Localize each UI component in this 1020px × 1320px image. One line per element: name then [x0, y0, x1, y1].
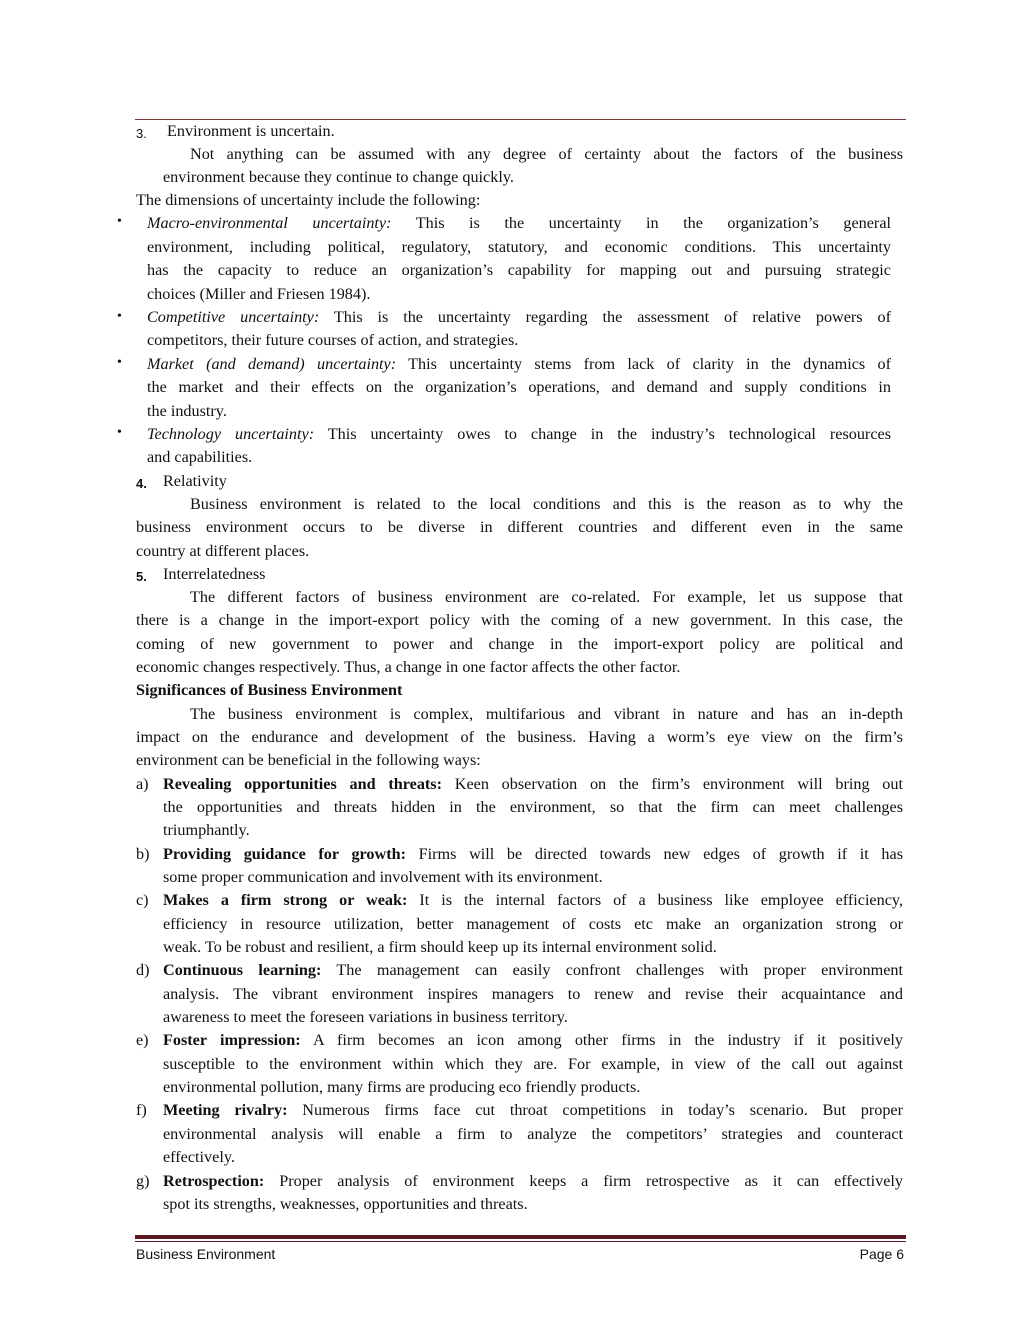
- section-4-title: Relativity: [163, 472, 227, 490]
- list-term: Foster impression:: [163, 1031, 301, 1049]
- footer-title: Business Environment: [136, 1246, 276, 1262]
- list-text: Numerous firms face cut throat competitions in today’s scenario. But proper: [287, 1101, 903, 1119]
- section-4-para-line: country at different places.: [136, 542, 310, 560]
- bullet-term: Technology uncertainty:: [147, 425, 315, 443]
- list-line: effectively.: [163, 1148, 235, 1166]
- list-line: analysis. The vibrant environment inspires managers to renew and revise their acquaintance and: [163, 985, 903, 1003]
- bullet-line: choices (Miller and Friesen 1984).: [147, 285, 371, 303]
- section-3-para-line: Not anything can be assumed with any degree of certainty about the factors of the business: [190, 145, 903, 163]
- bullet-line: competitors, their future courses of action, and strategies.: [147, 331, 519, 349]
- section-3-number: 3.: [136, 126, 147, 141]
- list-line: environmental pollution, many firms are producing eco friendly products.: [163, 1078, 641, 1096]
- list-letter: d): [136, 961, 150, 979]
- bullet-item-competitive: [147, 306, 891, 329]
- significances-heading: Significances of Business Environment: [136, 681, 403, 699]
- bullet-icon: •: [117, 309, 122, 324]
- bullet-item-macro: [147, 212, 891, 235]
- list-term: Makes a firm strong or weak:: [163, 891, 408, 909]
- section-5-title: Interrelatedness: [163, 565, 266, 583]
- bullet-item-market: [147, 353, 891, 376]
- bullet-icon: •: [117, 214, 122, 229]
- list-item-impression: [163, 1029, 903, 1052]
- list-line: weak. To be robust and resilient, a firm should keep up its internal environment solid.: [163, 938, 717, 956]
- list-text: Firms will be directed towards new edges of growth if it has: [406, 845, 903, 863]
- list-letter: c): [136, 891, 149, 909]
- list-text: Keen observation on the firm’s environment will bring out: [442, 775, 903, 793]
- footer-page-number: Page 6: [859, 1246, 904, 1262]
- footer-rule-thin: [135, 1241, 906, 1242]
- bullet-line: environment, including political, regulatory, statutory, and economic conditions. This uncertainty: [147, 238, 891, 256]
- list-item-retrospection: [163, 1170, 903, 1193]
- bullet-term: Macro-environmental uncertainty:: [147, 214, 392, 232]
- section-5-para-line: The different factors of business environment are co-related. For example, let us suppose that: [190, 588, 903, 606]
- bullet-line: and capabilities.: [147, 448, 253, 466]
- list-letter: g): [136, 1172, 150, 1190]
- list-term: Providing guidance for growth:: [163, 845, 406, 863]
- list-line: some proper communication and involvement with its environment.: [163, 868, 603, 886]
- list-item-rivalry: [163, 1099, 903, 1122]
- list-line: efficiency in resource utilization, better management of costs etc make an organization strong or: [163, 915, 903, 933]
- list-line: susceptible to the environment within which they are. For example, in view of the call out against: [163, 1055, 903, 1073]
- list-item-strong-weak: [163, 889, 903, 912]
- list-line: the opportunities and threats hidden in the environment, so that the firm can meet challenges: [163, 798, 903, 816]
- bullet-term: Market (and demand) uncertainty:: [147, 355, 397, 373]
- bullet-item-technology: [147, 423, 891, 446]
- list-letter: e): [136, 1031, 149, 1049]
- list-line: triumphantly.: [163, 821, 250, 839]
- section-4-para-line: business environment occurs to be diverse in different countries and different even in the same: [136, 518, 903, 536]
- section-5-number: 5.: [136, 569, 147, 584]
- bullet-icon: •: [117, 425, 122, 440]
- bullet-line: the market and their effects on the organization’s operations, and demand and supply conditions in: [147, 378, 891, 396]
- section-5-para-line: coming of new government to power and change in the import-export policy are political and: [136, 635, 903, 653]
- list-line: awareness to meet the foreseen variations in business territory.: [163, 1008, 568, 1026]
- bullet-line: has the capacity to reduce an organization’s capability for mapping out and pursuing strategic: [147, 261, 891, 279]
- list-item-guidance: [163, 843, 903, 866]
- list-item-learning: [163, 959, 903, 982]
- bullet-text: This uncertainty owes to change in the industry’s technological resources: [314, 425, 891, 443]
- section-5-para-line: there is a change in the import-export policy with the coming of a new government. In this case, the: [136, 611, 903, 629]
- list-line: spot its strengths, weaknesses, opportunities and threats.: [163, 1195, 528, 1213]
- uncertainty-intro: The dimensions of uncertainty include the following:: [136, 191, 481, 209]
- bullet-text: This is the uncertainty in the organization’s general: [391, 214, 891, 232]
- list-term: Retrospection:: [163, 1172, 265, 1190]
- list-line: environmental analysis will enable a firm to analyze the competitors’ strategies and counteract: [163, 1125, 903, 1143]
- bullet-term: Competitive uncertainty:: [147, 308, 320, 326]
- list-text: A firm becomes an icon among other firms in the industry if it positively: [300, 1031, 903, 1049]
- significances-para-line: impact on the endurance and development of the business. Having a worm’s eye view on the firm’s: [136, 728, 903, 746]
- section-3-para-line: environment because they continue to change quickly.: [163, 168, 514, 186]
- section-5-para-line: economic changes respectively. Thus, a change in one factor affects the other factor.: [136, 658, 681, 676]
- list-term: Continuous learning:: [163, 961, 322, 979]
- section-3-title: Environment is uncertain.: [167, 122, 335, 140]
- section-4-number: 4.: [136, 476, 147, 491]
- list-term: Revealing opportunities and threats:: [163, 775, 442, 793]
- bullet-line: the industry.: [147, 402, 227, 420]
- bullet-text: This is the uncertainty regarding the assessment of relative powers of: [319, 308, 891, 326]
- footer-rule-thick: [135, 1235, 906, 1239]
- list-term: Meeting rivalry:: [163, 1101, 288, 1119]
- list-letter: a): [136, 775, 149, 793]
- section-4-para-line: Business environment is related to the local conditions and this is the reason as to why the: [190, 495, 903, 513]
- significances-para-line: The business environment is complex, multifarious and vibrant in nature and has an in-depth: [190, 705, 903, 723]
- list-text: It is the internal factors of a business like employee efficiency,: [407, 891, 903, 909]
- bullet-text: This uncertainty stems from lack of clarity in the dynamics of: [396, 355, 891, 373]
- list-text: Proper analysis of environment keeps a firm retrospective as it can effectively: [264, 1172, 903, 1190]
- list-text: The management can easily confront challenges with proper environment: [321, 961, 903, 979]
- list-item-revealing: [163, 773, 903, 796]
- list-letter: b): [136, 845, 150, 863]
- bullet-icon: •: [117, 355, 122, 370]
- significances-para-line: environment can be beneficial in the following ways:: [136, 751, 481, 769]
- list-letter: f): [136, 1101, 147, 1119]
